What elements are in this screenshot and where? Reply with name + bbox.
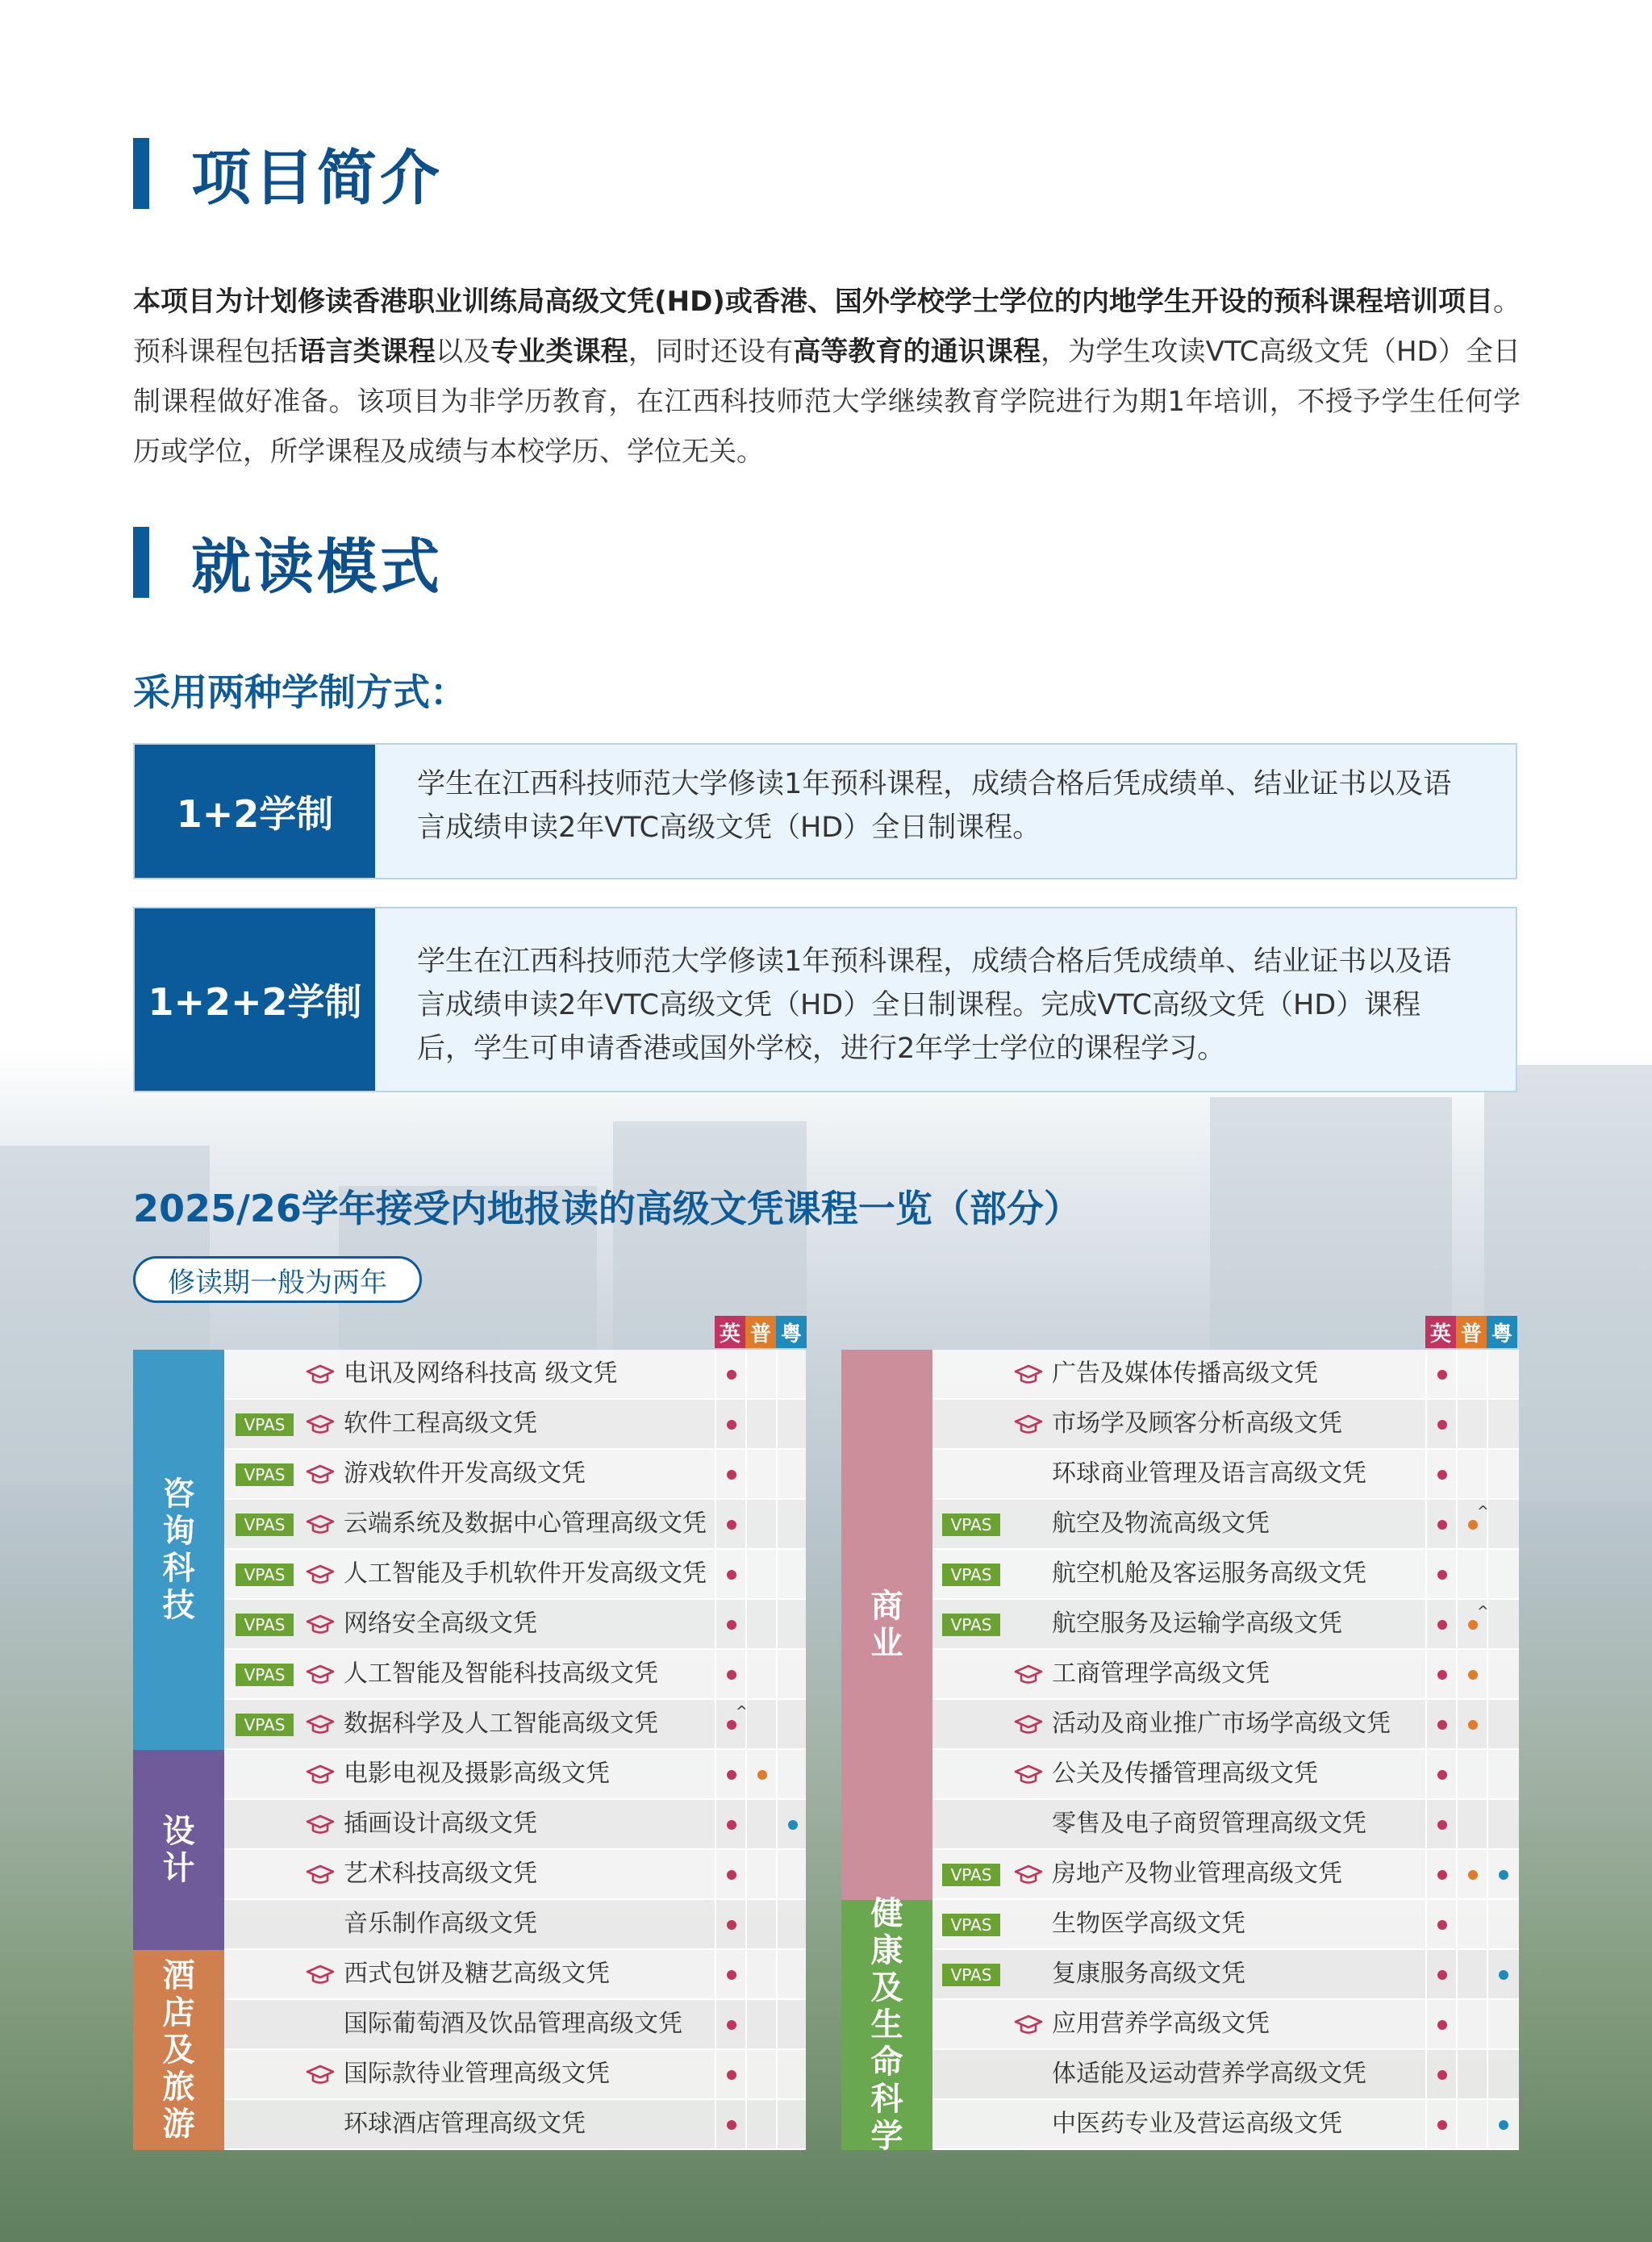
language-cell-ca	[776, 1400, 807, 1448]
graduation-cap-icon	[1013, 2012, 1044, 2038]
language-cell-pu	[745, 1550, 776, 1598]
category-label	[841, 1895, 932, 2155]
vpas-badge: VPAS	[236, 1513, 294, 1536]
language-cell-ca	[776, 2000, 807, 2048]
language-dot-en	[727, 1520, 736, 1530]
course-name: 电讯及网络科技高 级文凭	[344, 1359, 618, 1388]
course-name: 航空及物流高级文凭	[1052, 1509, 1270, 1538]
course-name: 体适能及运动营养学高级文凭	[1052, 2060, 1366, 2088]
language-dot-pu	[1468, 1520, 1478, 1530]
intro-paragraph	[133, 277, 1521, 477]
language-dot-ca	[788, 1820, 798, 1830]
language-cell-pu	[745, 2000, 776, 2048]
graduation-cap-icon	[1013, 1762, 1044, 1788]
category-label	[133, 1750, 224, 1950]
lang-english: 英	[715, 1316, 745, 1348]
course-name: 人工智能及智能科技高级文凭	[344, 1660, 658, 1688]
course-name: 广告及媒体传播高级文凭	[1052, 1359, 1318, 1388]
course-row	[932, 1750, 1519, 1800]
course-name: 国际款待业管理高级文凭	[344, 2060, 610, 2088]
lang-putonghua: 普	[1456, 1316, 1487, 1348]
language-cell-ca	[776, 1650, 807, 1698]
course-name: 游戏软件开发高级文凭	[344, 1459, 586, 1488]
mode-description: 学生在江西科技师范大学修读1年预科课程，成绩合格后凭成绩单、结业证书以及语言成绩申读2年VTC高级文凭（HD）全日制课程。	[417, 768, 1452, 844]
course-name: 云端系统及数据中心管理高级文凭	[344, 1509, 707, 1538]
course-row	[932, 2050, 1519, 2100]
language-cell-pu	[1456, 1600, 1490, 1648]
language-cell-ca	[1487, 1900, 1517, 1948]
course-name: 工商管理学高级文凭	[1052, 1660, 1270, 1688]
language-cell-ca	[1487, 1700, 1517, 1748]
language-dot-en	[727, 2120, 736, 2130]
language-cell-en	[1425, 1700, 1456, 1748]
course-name: 活动及商业推广市场学高级文凭	[1052, 1710, 1391, 1738]
language-cell-en	[715, 1450, 745, 1498]
course-row	[932, 1400, 1519, 1450]
language-cell-pu	[745, 2100, 776, 2148]
language-dot-en	[1437, 1620, 1447, 1630]
language-cell-pu	[745, 1900, 776, 1948]
mode-label: 1+2+2学制	[135, 908, 375, 1091]
language-cell-en	[1425, 1400, 1456, 1448]
intro-bold-professional: 专业类课程	[490, 336, 628, 368]
language-cell-pu	[1456, 1900, 1487, 1948]
language-cell-ca	[776, 1700, 807, 1748]
graduation-cap-icon	[305, 1362, 336, 1388]
course-name: 生物医学高级文凭	[1052, 1910, 1245, 1938]
language-cell-pu	[1456, 1450, 1487, 1498]
intro-bold-lead: 本项目为计划修读香港职业训练局高级文凭(HD)或香港、国外学校学士学位的内地学生开设的预科课程培训项目	[133, 286, 1493, 318]
language-cell-en	[1425, 1500, 1456, 1548]
language-cell-en	[1425, 1800, 1456, 1848]
language-dot-en	[1437, 2020, 1447, 2030]
intro-bold-general: 高等教育的通识课程	[793, 336, 1041, 368]
language-cell-ca	[1487, 1350, 1517, 1398]
category-name: 酒店及旅游	[162, 1957, 195, 2143]
course-name: 复康服务高级文凭	[1052, 1960, 1245, 1988]
language-dot-en	[727, 1820, 736, 1830]
course-row	[224, 1950, 806, 2000]
language-dot-en	[1437, 1720, 1447, 1730]
language-dot-en	[727, 1770, 736, 1780]
language-cell-en	[715, 2050, 745, 2098]
language-cell-ca	[1487, 2050, 1517, 2098]
course-row	[224, 1500, 806, 1550]
course-name: 应用营养学高级文凭	[1052, 2010, 1270, 2038]
graduation-cap-icon	[1013, 1712, 1044, 1738]
language-dot-ca	[1499, 1970, 1508, 1980]
language-cell-ca	[1487, 1650, 1517, 1698]
language-cell-ca	[1487, 1450, 1517, 1498]
language-cell-pu	[745, 2050, 776, 2098]
language-cell-en	[715, 1950, 745, 1998]
language-cell-ca	[776, 1500, 807, 1548]
graduation-cap-icon	[305, 1812, 336, 1838]
language-cell-en	[1425, 1950, 1456, 1998]
vpas-badge: VPAS	[942, 1864, 1000, 1886]
course-name: 网络安全高级文凭	[344, 1609, 537, 1638]
course-name: 插画设计高级文凭	[344, 1810, 537, 1838]
graduation-cap-icon	[305, 1862, 336, 1888]
language-header-right	[1425, 1316, 1517, 1348]
language-cell-ca	[1487, 1400, 1517, 1448]
course-row	[224, 2100, 806, 2150]
language-cell-pu	[1456, 1850, 1487, 1898]
section-heading-intro	[133, 137, 443, 213]
category-name: 商业	[870, 1588, 903, 1662]
language-cell-ca	[776, 1350, 807, 1398]
course-row	[224, 1550, 806, 1600]
intro-text: 以及	[436, 336, 491, 368]
lang-putonghua: 普	[745, 1316, 776, 1348]
course-name: 中医药专业及营运高级文凭	[1052, 2110, 1342, 2138]
course-row	[932, 2100, 1519, 2150]
course-name: 音乐制作高级文凭	[344, 1910, 537, 1938]
vpas-badge: VPAS	[236, 1564, 294, 1586]
language-dot-en	[1437, 1370, 1447, 1380]
language-cell-ca	[776, 1600, 807, 1648]
graduation-cap-icon	[305, 1412, 336, 1438]
language-cell-pu	[1456, 1950, 1487, 1998]
graduation-cap-icon	[305, 2062, 336, 2088]
language-header-left	[715, 1316, 807, 1348]
language-cell-en	[1425, 2000, 1456, 2048]
language-cell-ca	[1487, 1600, 1517, 1648]
category-name: 设计	[162, 1813, 195, 1887]
language-cell-pu	[1456, 2100, 1487, 2148]
language-dot-en	[727, 1470, 736, 1480]
course-row	[224, 2000, 806, 2050]
language-dot-ca	[1499, 2120, 1508, 2130]
course-name: 零售及电子商贸管理高级文凭	[1052, 1810, 1366, 1838]
course-name: 国际葡萄酒及饮品管理高级文凭	[344, 2010, 682, 2038]
language-dot-en	[1437, 1470, 1447, 1480]
language-cell-pu	[745, 1350, 776, 1398]
section-title: 项目简介	[191, 144, 443, 213]
mode-card-1-2	[133, 743, 1517, 879]
language-cell-pu	[745, 1600, 776, 1648]
language-cell-pu	[745, 1800, 776, 1848]
language-dot-en	[727, 1870, 736, 1880]
language-dot-en	[727, 1670, 736, 1680]
language-cell-ca	[1487, 1850, 1517, 1898]
language-cell-en	[715, 1850, 745, 1898]
course-row	[224, 1450, 806, 1500]
lang-english: 英	[1425, 1316, 1456, 1348]
language-cell-pu	[1456, 1800, 1487, 1848]
language-cell-pu	[1456, 2050, 1487, 2098]
language-cell-ca	[1487, 2000, 1517, 2048]
intro-text: 。预科课程包括	[133, 286, 1521, 368]
graduation-cap-icon	[305, 1662, 336, 1688]
graduation-cap-icon	[305, 1612, 336, 1638]
language-dot-en	[727, 1370, 736, 1380]
course-name: 环球商业管理及语言高级文凭	[1052, 1459, 1366, 1488]
graduation-cap-icon	[305, 1962, 336, 1988]
language-cell-ca	[1487, 1500, 1517, 1548]
language-cell-pu	[1456, 1500, 1490, 1548]
language-cell-pu	[1456, 1750, 1487, 1798]
language-dot-en	[1437, 2070, 1447, 2080]
course-name: 环球酒店管理高级文凭	[344, 2110, 586, 2138]
language-cell-pu	[745, 1950, 776, 1998]
language-cell-en	[1425, 1350, 1456, 1398]
footnote-caret: ^	[1477, 1503, 1490, 1520]
course-row	[224, 1900, 806, 1950]
graduation-cap-icon	[305, 1712, 336, 1738]
language-dot-pu	[757, 1770, 767, 1780]
language-cell-ca	[776, 1750, 807, 1798]
language-cell-pu	[1456, 1700, 1487, 1748]
graduation-cap-icon	[305, 1562, 336, 1588]
language-dot-en	[1437, 1420, 1447, 1430]
study-mode-subtitle: 采用两种学制方式：	[133, 670, 467, 714]
language-dot-en	[727, 2070, 736, 2080]
language-dot-pu	[1468, 1670, 1478, 1680]
language-cell-ca	[776, 1900, 807, 1948]
language-cell-en	[1425, 1900, 1456, 1948]
course-row	[224, 1650, 806, 1700]
heading-accent-bar	[133, 527, 149, 598]
course-name: 艺术科技高级文凭	[344, 1860, 537, 1888]
language-cell-en	[1425, 1750, 1456, 1798]
course-row	[932, 1800, 1519, 1850]
language-cell-en	[1425, 1450, 1456, 1498]
language-cell-pu	[1456, 1400, 1487, 1448]
language-cell-en	[715, 2000, 745, 2048]
mode-description: 学生在江西科技师范大学修读1年预科课程，成绩合格后凭成绩单、结业证书以及语言成绩申读2年VTC高级文凭（HD）全日制课程。完成VTC高级文凭（HD）课程后，学生可申请香港或国外学校，进行2年学士学位的课程学习。	[417, 946, 1452, 1065]
language-dot-en	[727, 2020, 736, 2030]
language-dot-en	[727, 1720, 736, 1730]
language-dot-en	[1437, 1870, 1447, 1880]
language-dot-en	[1437, 1920, 1447, 1930]
mode-card-1-2-2	[133, 907, 1517, 1092]
language-cell-en	[1425, 2100, 1456, 2148]
vpas-badge: VPAS	[942, 1914, 1000, 1936]
language-cell-pu	[745, 1700, 776, 1748]
language-cell-ca	[776, 2050, 807, 2098]
course-row	[224, 1850, 806, 1900]
language-cell-en	[715, 1800, 745, 1848]
language-dot-pu	[1468, 1870, 1478, 1880]
language-cell-en	[1425, 2050, 1456, 2098]
course-row	[932, 1350, 1519, 1400]
language-cell-ca	[1487, 1550, 1517, 1598]
language-dot-pu	[1468, 1620, 1478, 1630]
language-dot-en	[1437, 1570, 1447, 1580]
mode-label: 1+2学制	[135, 745, 375, 878]
course-row	[224, 1700, 806, 1750]
language-cell-ca	[776, 2100, 807, 2148]
course-row	[224, 1600, 806, 1650]
footnote-caret: ^	[736, 1703, 749, 1720]
language-cell-en	[1425, 1550, 1456, 1598]
language-dot-en	[727, 1570, 736, 1580]
vpas-badge: VPAS	[236, 1463, 294, 1486]
course-row	[932, 1950, 1519, 2000]
course-name: 数据科学及人工智能高级文凭	[344, 1710, 658, 1738]
vpas-badge: VPAS	[942, 1964, 1000, 1986]
language-dot-en	[727, 1620, 736, 1630]
language-dot-en	[727, 1420, 736, 1430]
course-row	[224, 1750, 806, 1800]
course-row	[932, 1450, 1519, 1500]
language-dot-en	[727, 1920, 736, 1930]
language-cell-en	[715, 1750, 745, 1798]
category-name: 咨询科技	[162, 1476, 195, 1624]
language-cell-pu	[1456, 1650, 1487, 1698]
course-row	[224, 1350, 806, 1400]
category-label	[841, 1350, 932, 1900]
course-name: 人工智能及手机软件开发高级文凭	[344, 1559, 707, 1588]
course-name: 市场学及顾客分析高级文凭	[1052, 1409, 1342, 1438]
language-cell-ca	[1487, 1950, 1517, 1998]
vpas-badge: VPAS	[942, 1564, 1000, 1586]
language-cell-en	[1425, 1600, 1456, 1648]
language-cell-en	[715, 1400, 745, 1448]
language-cell-en	[715, 1700, 749, 1748]
course-list-title: 2025/26学年接受内地报读的高级文凭课程一览（部分）	[133, 1187, 1081, 1230]
vpas-badge: VPAS	[236, 1664, 294, 1686]
vpas-badge: VPAS	[942, 1614, 1000, 1636]
language-cell-en	[1425, 1850, 1456, 1898]
footnote-caret: ^	[1477, 1603, 1490, 1620]
course-name: 电影电视及摄影高级文凭	[344, 1760, 610, 1788]
language-cell-pu	[1456, 1350, 1487, 1398]
language-dot-en	[1437, 2120, 1447, 2130]
section-heading-study-mode	[133, 526, 443, 602]
language-cell-pu	[1456, 1550, 1487, 1598]
language-cell-ca	[1487, 1800, 1517, 1848]
course-name: 航空服务及运输学高级文凭	[1052, 1609, 1342, 1638]
language-cell-ca	[776, 1950, 807, 1998]
course-name: 公关及传播管理高级文凭	[1052, 1760, 1318, 1788]
language-cell-ca	[776, 1850, 807, 1898]
category-label	[133, 1350, 224, 1750]
language-dot-en	[1437, 1520, 1447, 1530]
course-row	[932, 1700, 1519, 1750]
category-label	[133, 1950, 224, 2150]
vpas-badge: VPAS	[942, 1513, 1000, 1536]
graduation-cap-icon	[1013, 1412, 1044, 1438]
language-cell-ca	[1487, 2100, 1517, 2148]
language-dot-en	[1437, 1970, 1447, 1980]
language-cell-pu	[745, 1450, 776, 1498]
vpas-badge: VPAS	[236, 1413, 294, 1436]
intro-bold-language: 语言类课程	[298, 336, 436, 368]
language-dot-pu	[1468, 1720, 1478, 1730]
language-cell-en	[715, 1500, 745, 1548]
graduation-cap-icon	[305, 1762, 336, 1788]
graduation-cap-icon	[1013, 1662, 1044, 1688]
course-name: 房地产及物业管理高级文凭	[1052, 1860, 1342, 1888]
graduation-cap-icon	[305, 1512, 336, 1538]
language-cell-ca	[776, 1550, 807, 1598]
category-name: 健康及生命科学	[870, 1895, 903, 2155]
graduation-cap-icon	[1013, 1362, 1044, 1388]
language-dot-en	[1437, 1670, 1447, 1680]
duration-pill: 修读期一般为两年	[133, 1256, 422, 1303]
vpas-badge: VPAS	[236, 1614, 294, 1636]
course-row	[224, 1400, 806, 1450]
course-row	[224, 2050, 806, 2100]
language-cell-en	[715, 2100, 745, 2148]
language-cell-en	[715, 1900, 745, 1948]
language-cell-pu	[745, 1650, 776, 1698]
language-cell-en	[715, 1650, 745, 1698]
language-cell-pu	[1456, 2000, 1487, 2048]
language-dot-en	[1437, 1770, 1447, 1780]
language-cell-en	[715, 1350, 745, 1398]
language-dot-ca	[1499, 1870, 1508, 1880]
lang-cantonese: 粤	[776, 1316, 807, 1348]
course-row	[932, 2000, 1519, 2050]
course-row	[932, 1650, 1519, 1700]
vpas-badge: VPAS	[236, 1714, 294, 1736]
intro-text: ，同时还设有	[628, 336, 794, 368]
language-cell-en	[715, 1600, 745, 1648]
language-cell-ca	[776, 1800, 807, 1848]
course-name: 软件工程高级文凭	[344, 1409, 537, 1438]
intro-text: ，为学生攻读VTC高级文凭（HD）全日制课程做好准备。该项目为非学历教育，在江西科技师范大学继续教育学院进行为期1年培训，不授予学生任何学历或学位，所学课程及成绩与本校学历、学位无关。	[133, 336, 1521, 468]
heading-accent-bar	[133, 138, 149, 209]
language-cell-pu	[745, 1500, 776, 1548]
language-cell-ca	[1487, 1750, 1517, 1798]
course-name: 西式包饼及糖艺高级文凭	[344, 1960, 610, 1988]
course-row	[932, 1500, 1519, 1550]
course-row	[224, 1800, 806, 1850]
course-row	[932, 1900, 1519, 1950]
language-cell-en	[715, 1550, 745, 1598]
lang-cantonese: 粤	[1487, 1316, 1517, 1348]
language-cell-en	[1425, 1650, 1456, 1698]
language-cell-ca	[776, 1450, 807, 1498]
course-name: 航空机舱及客运服务高级文凭	[1052, 1559, 1366, 1588]
course-row	[932, 1550, 1519, 1600]
language-cell-pu	[745, 1750, 776, 1798]
language-dot-en	[727, 1970, 736, 1980]
course-row	[932, 1850, 1519, 1900]
graduation-cap-icon	[1013, 1862, 1044, 1888]
language-cell-pu	[745, 1850, 776, 1898]
graduation-cap-icon	[305, 1462, 336, 1488]
language-cell-pu	[745, 1400, 776, 1448]
language-dot-en	[1437, 1820, 1447, 1830]
course-row	[932, 1600, 1519, 1650]
section-title: 就读模式	[191, 532, 443, 602]
